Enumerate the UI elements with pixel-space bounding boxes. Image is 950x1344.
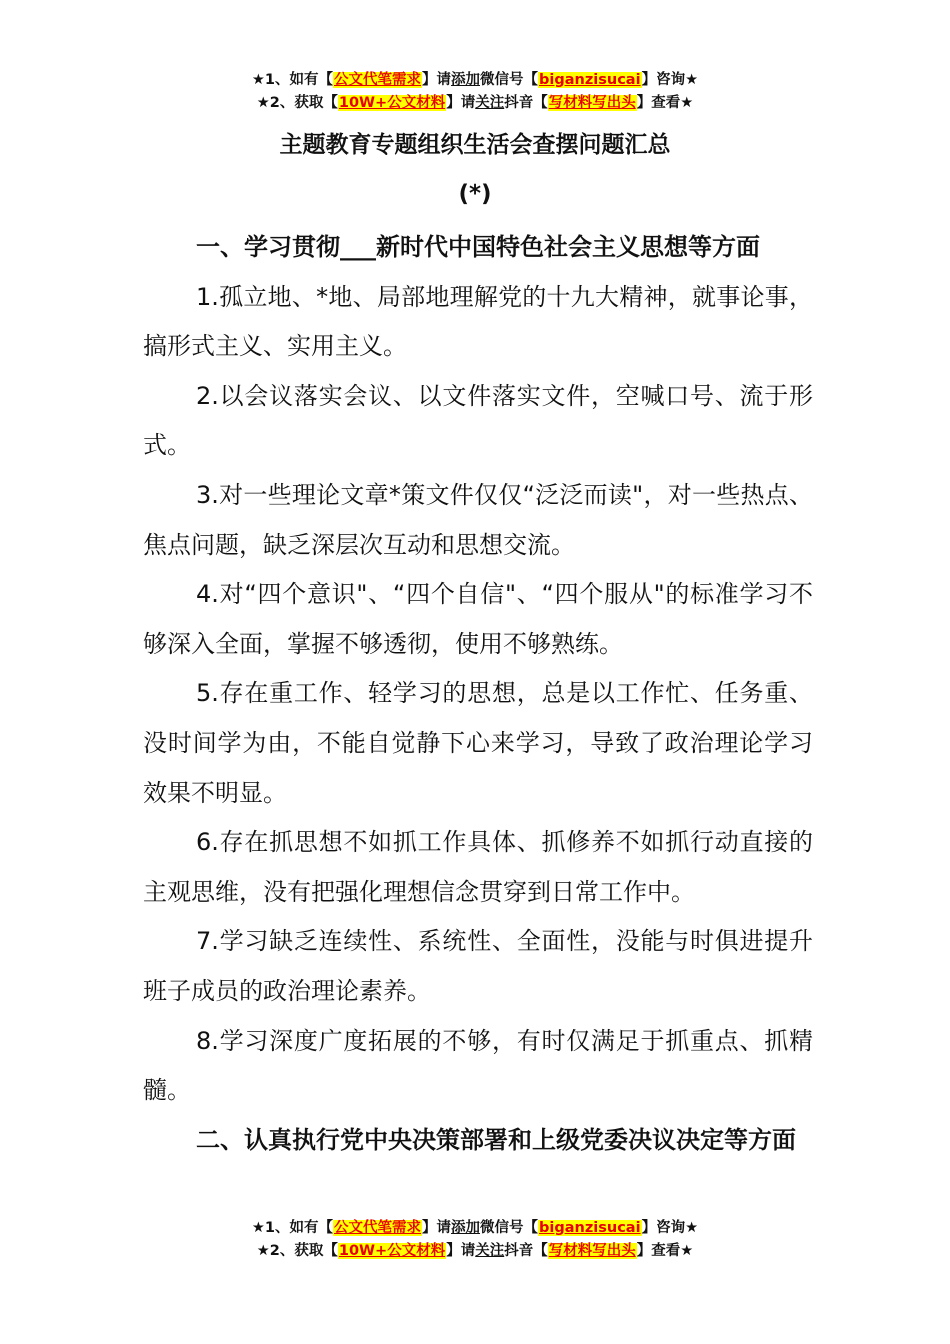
list-item: 8.学习深度广度拓展的不够，有时仅满足于抓重点、抓精髓。 [143,1026,813,1105]
list-item: 5.存在重工作、轻学习的思想，总是以工作忙、任务重、没时间学为由，不能自觉静下心来学习，导致了政治理论学习效果不明显。 [143,679,813,807]
list-item: 7.学习缺乏连续性、系统性、全面性，没能与时俱进提升班子成员的政治理论素养。 [143,927,813,1005]
promo-line-2: ★2、获取【10W+公文材料】请关注抖音【写材料写出头】查看★ [256,1243,694,1259]
douyin-account: 写材料写出头 [548,95,636,111]
highlight-materials: 10W+公文材料 [338,1243,446,1259]
promo-banner-top [0,69,950,115]
highlight-service: 公文代笔需求 [334,72,422,88]
wechat-id: biganzisucai [539,1220,641,1236]
promo-line-1: ★1、如有【公文代笔需求】请添加微信号【biganzisucai】咨询★ [251,72,699,88]
document-subtitle: (*) [458,181,492,207]
section-heading-1: 一、学习贯彻___新时代中国特色社会主义思想等方面 [196,233,760,261]
douyin-account: 写材料写出头 [548,1243,636,1259]
highlight-service: 公文代笔需求 [334,1220,422,1236]
document-title: 主题教育专题组织生活会查摆问题汇总 [279,132,671,158]
document-body [143,223,813,1165]
promo-line-2: ★2、获取【10W+公文材料】请关注抖音【写材料写出头】查看★ [256,95,694,111]
wechat-id: biganzisucai [539,72,641,88]
promo-line-1: ★1、如有【公文代笔需求】请添加微信号【biganzisucai】咨询★ [251,1220,699,1236]
list-item: 6.存在抓思想不如抓工作具体、抓修养不如抓行动直接的主观思维，没有把强化理想信念贯穿到日常工作中。 [143,828,813,906]
list-item: 1.孤立地、*地、局部地理解党的十九大精神，就事论事，搞形式主义、实用主义。 [143,282,813,361]
promo-banner-bottom [0,1217,950,1263]
list-item: 4.对“四个意识"、“四个自信"、“四个服从"的标准学习不够深入全面，掌握不够透彻，使用不够熟练。 [143,580,813,658]
list-item: 2.以会议落实会议、以文件落实文件，空喊口号、流于形式。 [143,381,813,460]
list-item: 3.对一些理论文章*策文件仅仅“泛泛而读"，对一些热点、焦点问题，缺乏深层次互动和思想交流。 [143,480,813,559]
section-heading-2: 二、认真执行党中央决策部署和上级党委决议决定等方面 [196,1125,796,1154]
highlight-materials: 10W+公文材料 [338,95,446,111]
